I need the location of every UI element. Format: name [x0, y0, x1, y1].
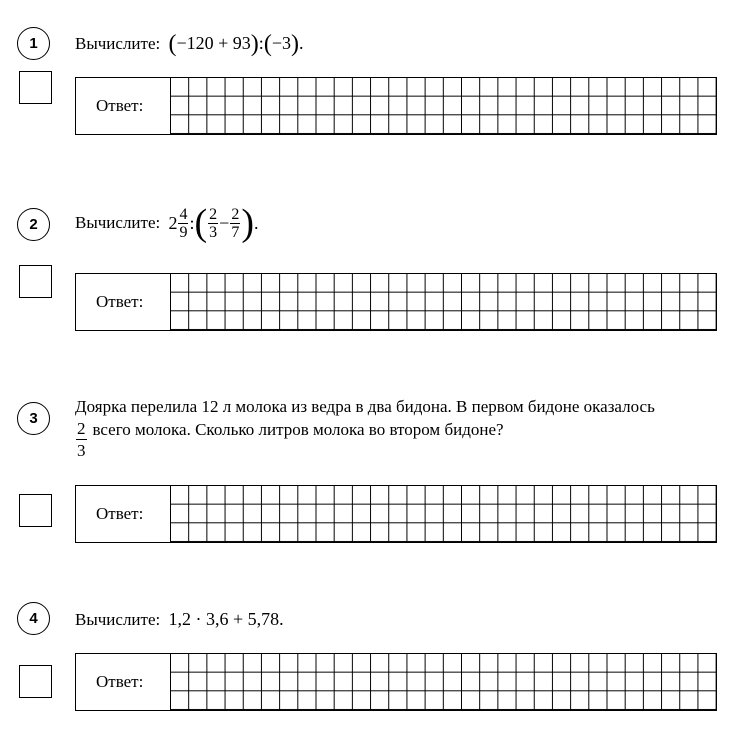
fraction: $\frac{2}{7}$	[231, 205, 240, 241]
task-number-badge: 3	[17, 402, 50, 435]
task-question-line-2: $\frac{2}{3}$ всего молока. Сколько литров молока во втором бидоне?	[77, 419, 504, 460]
answer-box[interactable]	[75, 653, 717, 711]
task-question	[75, 204, 258, 242]
answer-label: Ответ:	[96, 96, 144, 115]
fraction: $\frac{2}{3}$	[77, 419, 86, 460]
task-expression: (−120 + 93):(−3).	[168, 31, 304, 57]
task-prompt: Вычислите:	[75, 34, 161, 53]
task-prompt: Вычислите:	[75, 213, 161, 232]
task-number-badge: 1	[17, 27, 50, 60]
answer-grid[interactable]	[170, 654, 716, 710]
answer-box[interactable]	[75, 77, 717, 135]
answer-grid[interactable]	[170, 78, 716, 134]
answer-box[interactable]	[75, 485, 717, 543]
answer-box[interactable]	[75, 273, 717, 331]
answer-grid[interactable]	[170, 486, 716, 542]
answer-grid[interactable]	[170, 274, 716, 330]
task-prompt: Вычислите:	[75, 610, 161, 629]
answer-label: Ответ:	[96, 292, 144, 311]
score-checkbox[interactable]	[19, 665, 52, 698]
fraction: $\frac{4}{9}$	[179, 205, 188, 241]
score-checkbox[interactable]	[19, 71, 52, 104]
task-question	[75, 32, 303, 55]
task-number-badge: 2	[17, 208, 50, 241]
task-number-badge: 4	[17, 602, 50, 635]
answer-label: Ответ:	[96, 504, 144, 523]
score-checkbox[interactable]	[19, 494, 52, 527]
task-question	[75, 608, 284, 631]
answer-label: Ответ:	[96, 672, 144, 691]
task-expression: 1,2 · 3,6 + 5,78.	[168, 609, 284, 629]
score-checkbox[interactable]	[19, 265, 52, 298]
task-expression: 2 $\frac{4}{9}$ :( $\frac{2}{3}$ − $\frac{2}{7}$ ).	[168, 202, 259, 244]
fraction: $\frac{2}{3}$	[209, 205, 218, 241]
task-question-line-1: Доярка перелила 12 л молока из ведра в два бидона. В первом бидоне оказалось	[75, 397, 655, 416]
